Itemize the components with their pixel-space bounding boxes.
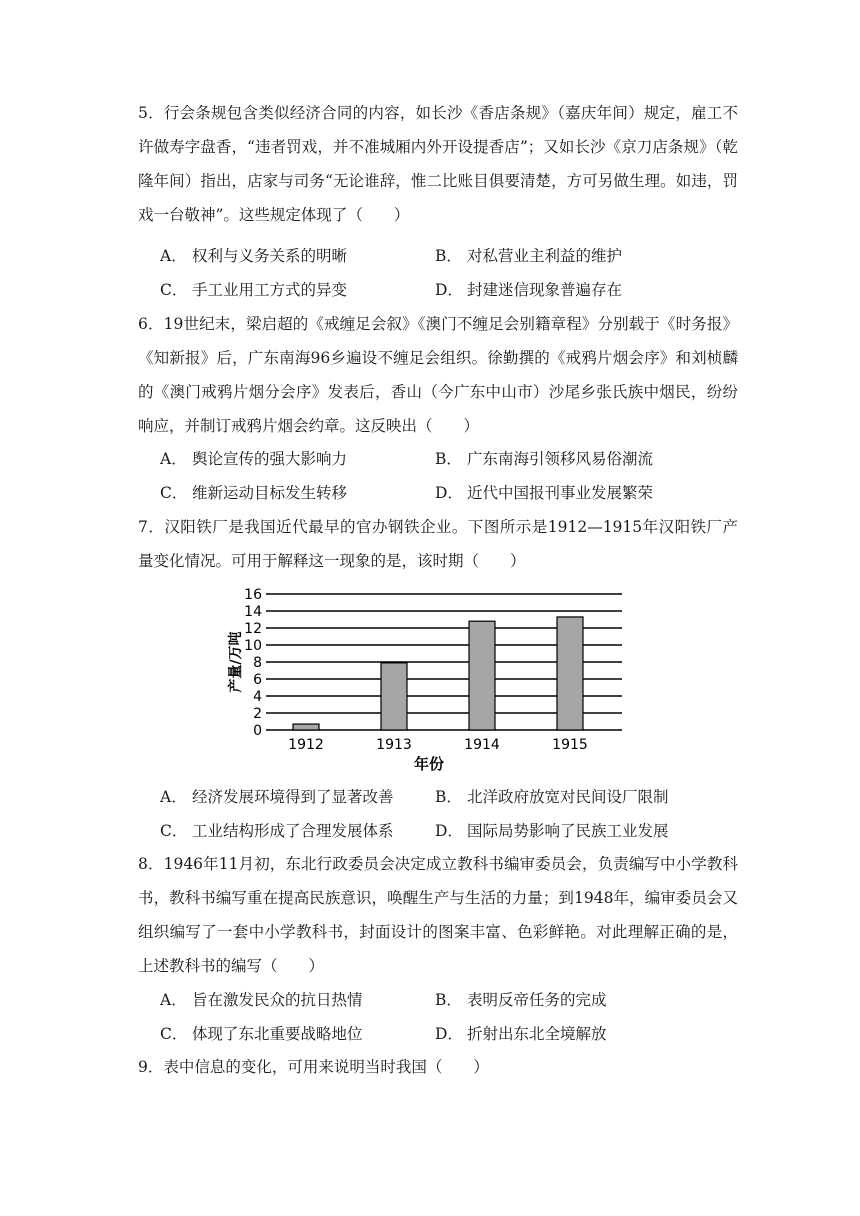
- x-tick-label: 1914: [464, 737, 500, 753]
- y-tick-label: 0: [253, 723, 262, 739]
- option-d[interactable]: D． 国际局势影响了民族工业发展: [435, 822, 669, 840]
- question-number: 5．: [138, 104, 164, 122]
- question-8-options: [160, 983, 720, 1051]
- bar-1913: [381, 663, 407, 730]
- question-stem: 表中信息的变化，可用来说明当时我国（ ）: [163, 1058, 489, 1076]
- question-number: 7．: [138, 518, 165, 536]
- x-tick-label: 1915: [552, 737, 588, 753]
- bar-1912: [293, 724, 319, 730]
- question-stem: 1946年11月初，东北行政委员会决定成立教科书编审委员会，负责编写中小学教科书，教科书编写重在提高民族意识，唤醒生产与生活的力量；到1948年，编审委员会又组织编写了一套中小学教科书，封面设计的图案丰富、色彩鲜艳。对此理解正确的是，上述教科书的编写（ ）: [138, 855, 738, 975]
- bar-1915: [557, 617, 583, 730]
- option-a[interactable]: A． 旨在激发民众的抗日热情: [160, 991, 363, 1009]
- option-b[interactable]: B． 广东南海引领移风易俗潮流: [435, 450, 654, 468]
- option-d[interactable]: D． 封建迷信现象普遍存在: [435, 281, 623, 299]
- y-tick-label: 12: [244, 621, 262, 637]
- question-8: [138, 847, 738, 983]
- option-b[interactable]: B． 对私营业主利益的维护: [435, 247, 623, 265]
- question-6: [138, 307, 738, 443]
- question-stem: 汉阳铁厂是我国近代最早的官办钢铁企业。下图所示是1912—1915年汉阳铁厂产量变化情况。可用于解释这一现象的是，该时期（ ）: [138, 518, 738, 570]
- question-5-options: [160, 239, 720, 307]
- option-c[interactable]: C． 手工业用工方式的异变: [160, 281, 348, 299]
- question-7: [138, 510, 738, 578]
- option-b[interactable]: B． 表明反帝任务的完成: [435, 991, 607, 1009]
- y-tick-label: 8: [253, 655, 262, 671]
- x-tick-label: 1913: [376, 737, 412, 753]
- question-number: 9．: [138, 1058, 164, 1076]
- y-tick-label: 14: [244, 604, 262, 620]
- option-c[interactable]: C． 工业结构形成了合理发展体系: [160, 822, 394, 840]
- question-6-options: [160, 442, 720, 510]
- option-a[interactable]: A． 舆论宣传的强大影响力: [160, 450, 348, 468]
- option-b[interactable]: B． 北洋政府放宽对民间设厂限制: [435, 788, 669, 806]
- option-d[interactable]: D． 近代中国报刊事业发展繁荣: [435, 484, 654, 502]
- option-d[interactable]: D． 折射出东北全境解放: [435, 1025, 607, 1043]
- option-a[interactable]: A． 权利与义务关系的明晰: [160, 247, 348, 265]
- question-5: [138, 96, 738, 232]
- x-axis-label: 年份: [413, 755, 445, 772]
- bar-1914: [469, 621, 495, 730]
- y-tick-label: 16: [244, 587, 262, 603]
- question-stem: 19世纪末，梁启超的《戒缠足会叙》《澳门不缠足会别籍章程》分别载于《时务报》《知新报》后，广东南海96乡遍设不缠足会组织。徐勤撰的《戒鸦片烟会序》和刘桢麟的《澳门戒鸦片烟分会序》发表后，香山（今广东中山市）沙尾乡张氏族中烟民，纷纷响应，并制订戒鸦片烟会约章。这反映出（ ）: [138, 315, 738, 435]
- option-a[interactable]: A． 经济发展环境得到了显著改善: [160, 788, 394, 806]
- y-axis-label: 产量/万吨: [228, 631, 244, 693]
- production-bar-chart: [222, 582, 642, 772]
- question-number: 8．: [138, 855, 164, 873]
- y-tick-label: 2: [253, 706, 262, 722]
- option-c[interactable]: C． 维新运动目标发生转移: [160, 484, 348, 502]
- question-7-options: [160, 780, 720, 848]
- option-c[interactable]: C． 体现了东北重要战略地位: [160, 1025, 363, 1043]
- y-tick-label: 6: [253, 672, 262, 688]
- y-tick-label: 4: [253, 689, 262, 705]
- question-number: 6．: [138, 315, 164, 333]
- y-tick-label: 10: [244, 638, 262, 654]
- question-9: [138, 1050, 738, 1084]
- x-tick-label: 1912: [288, 737, 324, 753]
- question-stem: 行会条规包含类似经济合同的内容，如长沙《香店条规》（嘉庆年间）规定，雇工不许做寿字盘香，“违者罚戏，并不准城厢内外开设提香店”；又如长沙《京刀店条规》（乾隆年间）指出，店家与司务“无论谁辞，惟二比账目俱要清楚，方可另做生理。如违，罚戏一台敬神”。这些规定体现了（ ）: [138, 104, 738, 224]
